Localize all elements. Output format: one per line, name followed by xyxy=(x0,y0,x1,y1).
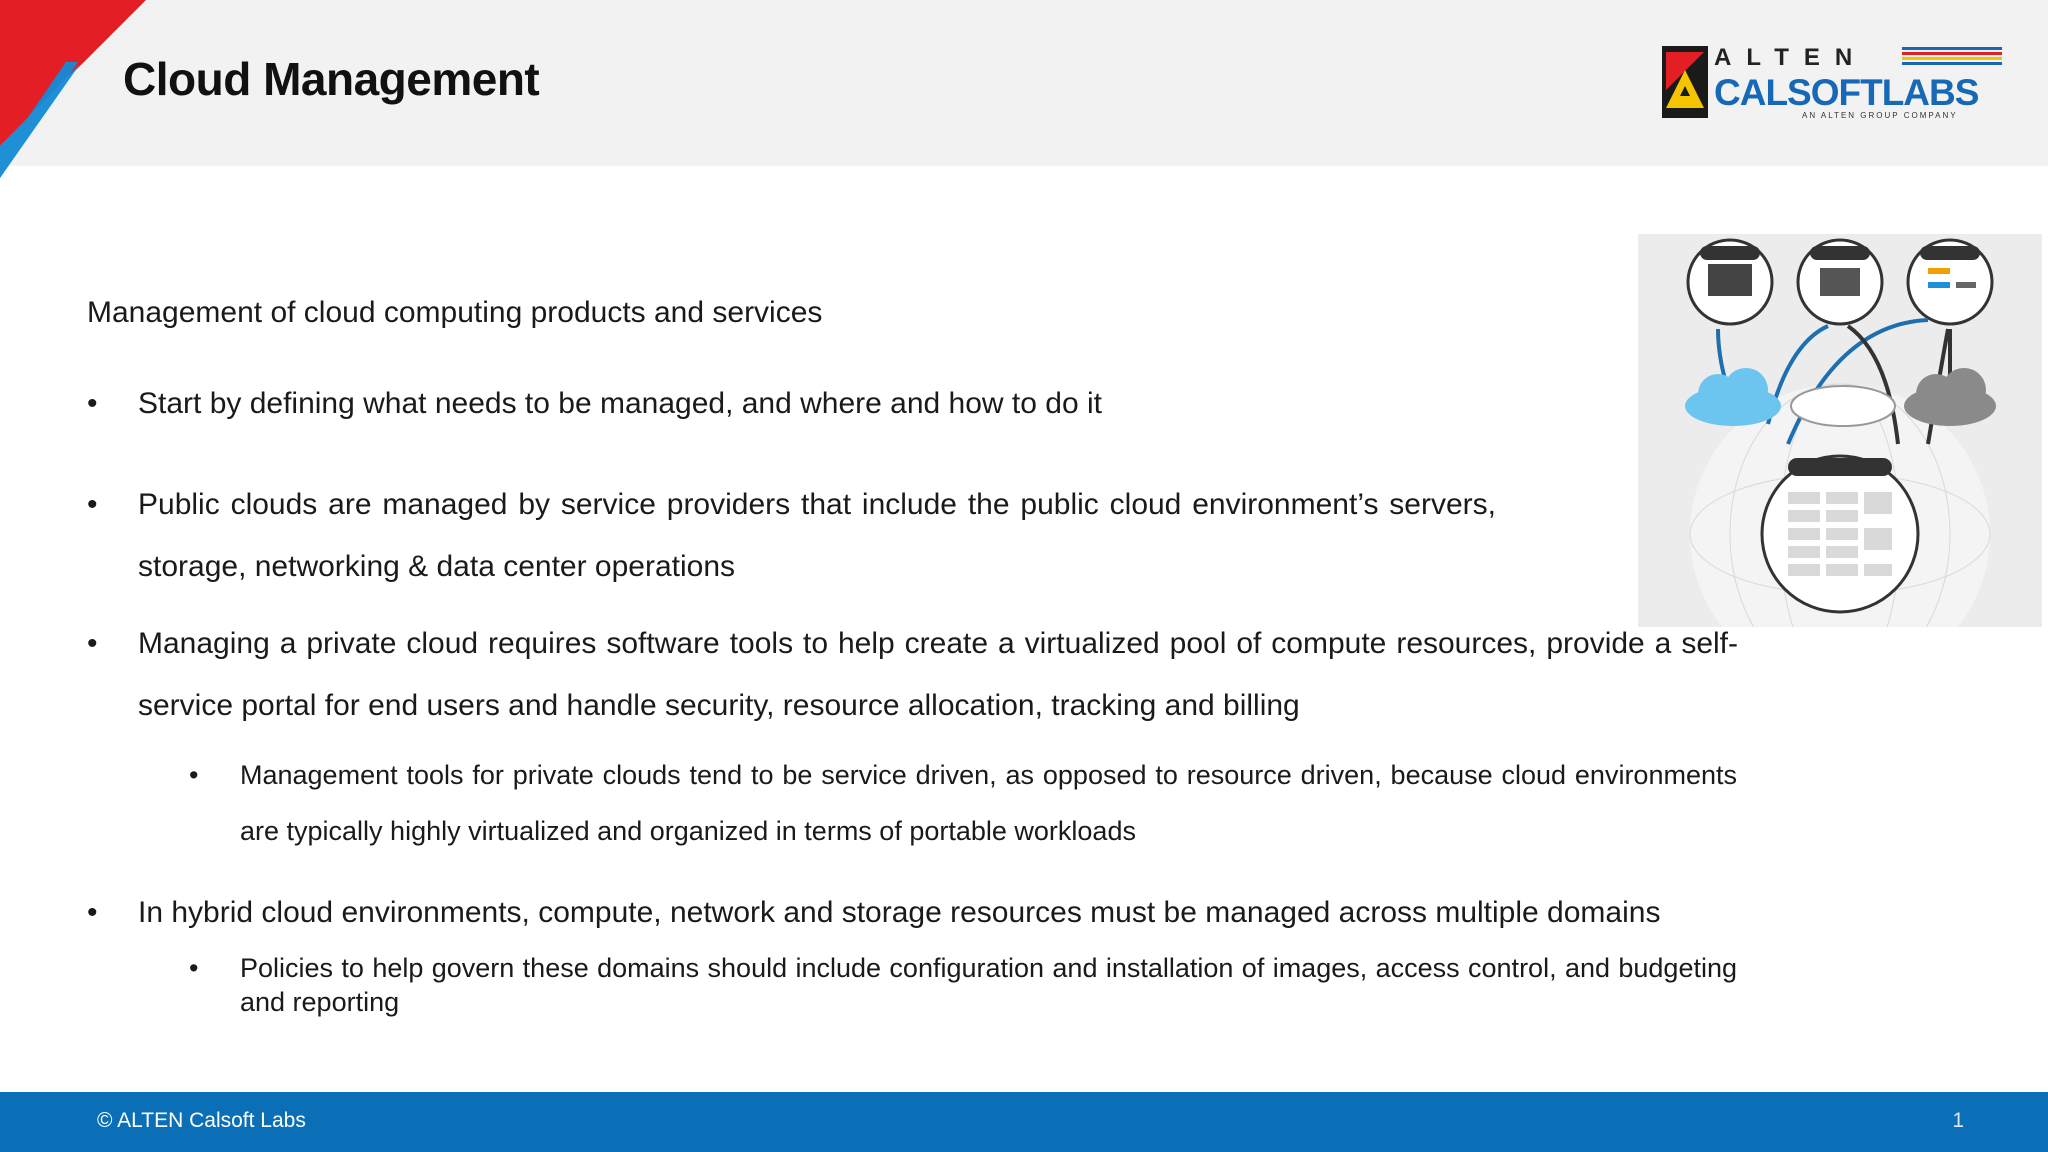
bullet-private-cloud: • Managing a private cloud requires software tools to help create a virtualized pool of compute resources, provide a self-service portal for end users and handle security, resource allocation, tracking and billing xyxy=(138,613,1738,737)
slide-title: Cloud Management xyxy=(123,53,540,105)
logo-tagline: AN ALTEN GROUP COMPANY xyxy=(1802,111,1958,120)
logo-calsoft-text: CALSOFTLABS xyxy=(1714,72,1979,113)
sub-bullet-policies: • Policies to help govern these domains should include configuration and installation of images, access control, and budgeting and reporting xyxy=(240,951,1737,1019)
bullet-hybrid-cloud: • In hybrid cloud environments, compute, network and storage resources must be managed across multiple domains xyxy=(138,893,1738,933)
sub-bullet-private-tools: • Management tools for private clouds tend to be service driven, as opposed to resource driven, because cloud environments are typically highly virtualized and organized in terms of portable workloads xyxy=(240,747,1737,859)
bullet-define-scope: • Start by defining what needs to be managed, and where and how to do it xyxy=(138,384,1338,424)
logo-alten-text: ALTEN xyxy=(1714,44,1868,71)
bullet-public-clouds: • Public clouds are managed by service providers that include the public cloud environment’s servers, storage, networking & data center operations xyxy=(138,474,1496,598)
cloud-architecture-diagram xyxy=(1638,234,2042,627)
footer-bar xyxy=(0,1092,2048,1152)
footer-copyright: © ALTEN Calsoft Labs xyxy=(97,1109,306,1132)
intro-text: Management of cloud computing products and services xyxy=(87,296,823,329)
page-number: 1 xyxy=(1952,1109,1964,1132)
